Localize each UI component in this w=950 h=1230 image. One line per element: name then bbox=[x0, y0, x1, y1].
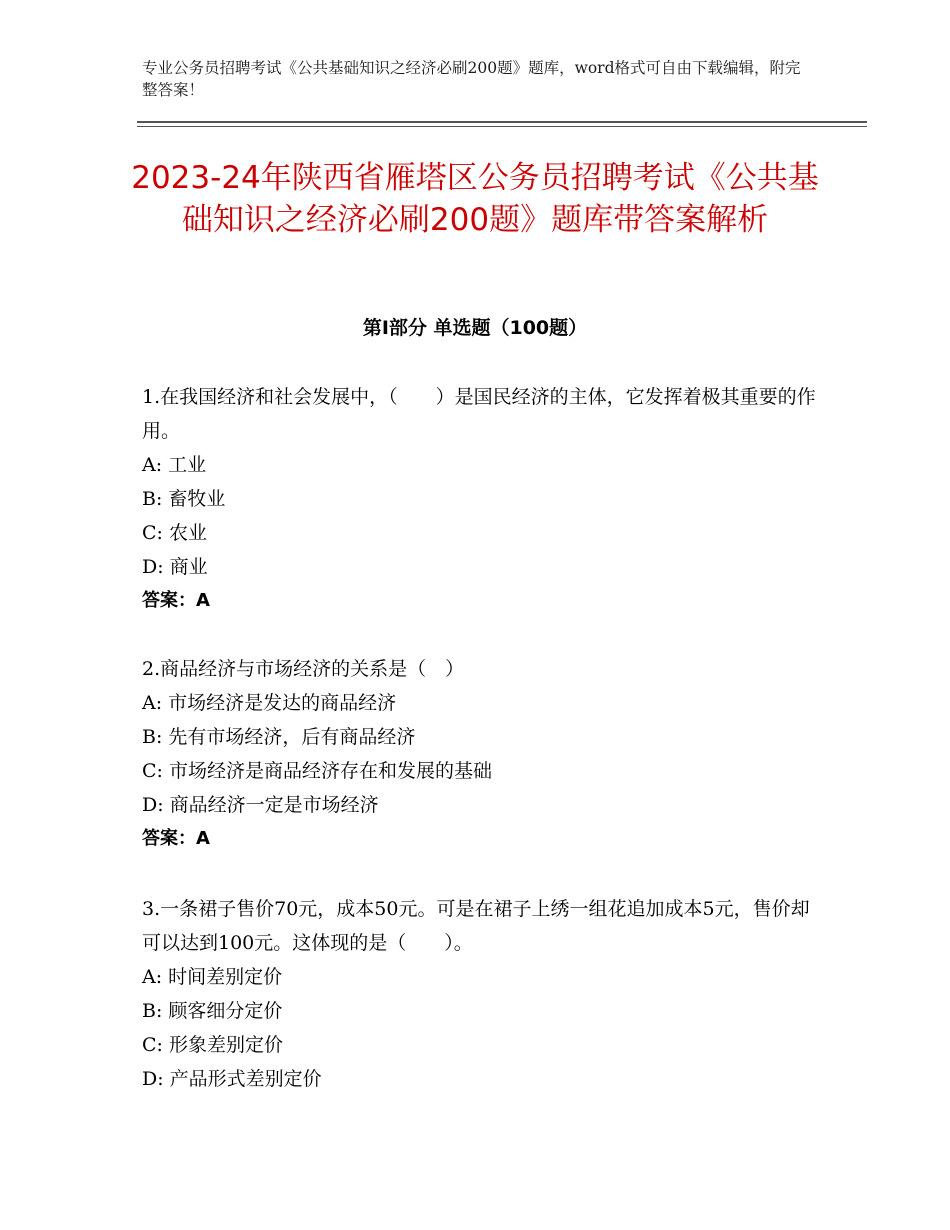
header-rule-thick bbox=[137, 121, 867, 123]
option-d: D: 产品形式差别定价 bbox=[142, 1068, 322, 1090]
document-title: 2023-24年陕西省雁塔区公务员招聘考试《公共基础知识之经济必刷200题》题库带答案解析 bbox=[131, 160, 819, 238]
option-c: C: 农业 bbox=[142, 522, 207, 544]
answer: 答案：A bbox=[142, 828, 210, 849]
option-c: C: 形象差别定价 bbox=[142, 1034, 283, 1056]
question-stem: 3.一条裙子售价70元，成本50元。可是在裙子上绣一组花追加成本5元，售价却可以达到100元。这体现的是（ ）。 bbox=[142, 898, 810, 954]
question-3 bbox=[142, 892, 822, 1096]
option-b: B: 顾客细分定价 bbox=[142, 1000, 283, 1022]
header-note: 专业公务员招聘考试《公共基础知识之经济必刷200题》题库，word格式可自由下载编辑，附完整答案！ bbox=[142, 59, 801, 99]
option-a: A: 市场经济是发达的商品经济 bbox=[142, 692, 397, 714]
question-1 bbox=[142, 380, 822, 618]
header-rule-thin bbox=[137, 126, 867, 127]
option-a: A: 工业 bbox=[142, 454, 207, 476]
option-b: B: 畜牧业 bbox=[142, 488, 226, 510]
option-b: B: 先有市场经济，后有商品经济 bbox=[142, 726, 416, 748]
answer: 答案：A bbox=[142, 590, 210, 611]
option-a: A: 时间差别定价 bbox=[142, 966, 283, 988]
question-stem: 2.商品经济与市场经济的关系是（ ） bbox=[142, 658, 465, 680]
option-c: C: 市场经济是商品经济存在和发展的基础 bbox=[142, 760, 492, 782]
option-d: D: 商业 bbox=[142, 556, 208, 578]
section-heading: 第Ⅰ部分 单选题（100题） bbox=[362, 317, 588, 339]
question-2 bbox=[142, 652, 822, 856]
question-stem: 1.在我国经济和社会发展中，（ ）是国民经济的主体，它发挥着极其重要的作用。 bbox=[142, 386, 816, 442]
option-d: D: 商品经济一定是市场经济 bbox=[142, 794, 379, 816]
